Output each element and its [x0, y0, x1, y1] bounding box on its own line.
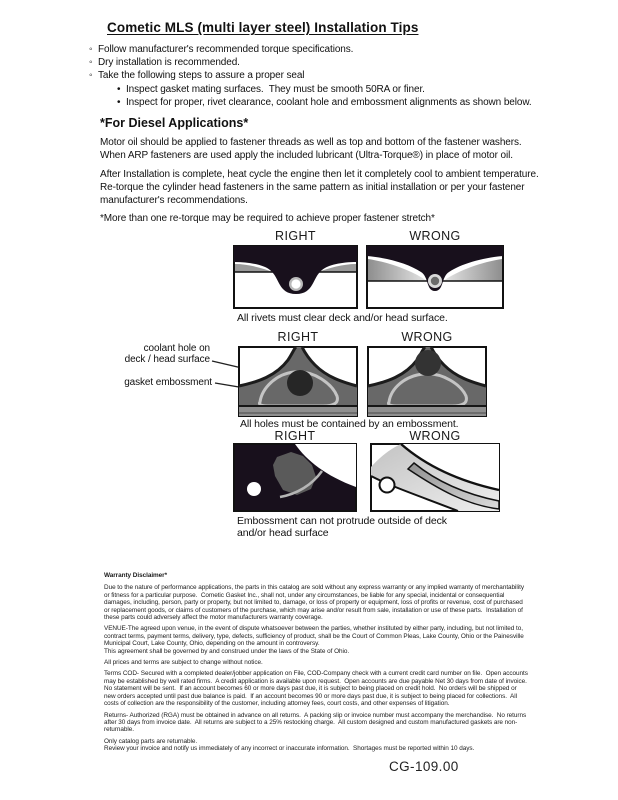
list-item	[89, 69, 559, 82]
tip-text: Inspect gasket mating surfaces. They must be smooth 50RA or finer.	[126, 83, 425, 95]
section-heading: *For Diesel Applications*	[100, 116, 249, 130]
tip-text: Dry installation is recommended.	[98, 57, 240, 69]
wrong-label: WRONG	[409, 229, 461, 243]
warranty-paragraph: Only catalog parts are returnable.	[104, 737, 198, 745]
warranty-paragraph: This agreement shall be governed by and construed under the laws of the State of Ohio.	[104, 647, 350, 655]
list-item	[117, 83, 559, 96]
warranty-paragraph: Review your invoice and notify us immediately of any incorrect or inaccurate information. Shortages must be reported within 10 days.	[104, 745, 475, 753]
diagram-caption	[237, 516, 517, 539]
coolant-right-diagram	[238, 346, 358, 417]
wrong-label: WRONG	[409, 429, 461, 443]
paragraph: After Installation is complete, heat cycle the engine then let it completely cool to ambient temperature. Re-torque the cylinder head fasteners in the same pattern as initial installation or per your fastener manufacturer's recommendations.	[100, 168, 542, 207]
protrusion-wrong-diagram	[370, 443, 500, 512]
paragraph: Motor oil should be applied to fastener threads as well as top and bottom of the fastener washers. When ARP fasteners are used apply the included lubricant (Ultra-Torque®) in place of motor oil.	[100, 137, 525, 162]
diagram-caption: All holes must be contained by an embossment.	[240, 418, 459, 430]
warranty-paragraph: VENUE-The agreed upon venue, in the event of dispute whatsoever between the parties, whether instituted by either party, including, but not limited to, contract terms, payment terms, delivery, type, defects, sufficiency of product, shall be the Court of Common Pleas, Lake County, Ohio or the Painesville Municipal Court, Lake County, Ohio, depending on the amount in controversy.	[104, 625, 526, 648]
warranty-heading: Warranty Disclaimer*	[104, 572, 168, 579]
right-label: RIGHT	[275, 229, 316, 243]
bullet-circle-icon: ◦	[89, 57, 93, 69]
label-line: coolant hole on	[143, 343, 210, 354]
catalog-code: CG-109.00	[389, 759, 459, 774]
gasket-embossment-label: gasket embossment	[124, 377, 212, 388]
warranty-paragraph: All prices and terms are subject to change without notice.	[104, 659, 263, 667]
tip-text: Inspect for proper, rivet clearance, coolant hole and embossment alignments as shown below.	[126, 96, 532, 108]
diesel-applications-section	[100, 117, 542, 230]
list-item	[89, 56, 559, 69]
bullet-dot-icon: •	[117, 83, 121, 95]
protrusion-right-diagram	[233, 443, 357, 512]
page-title: Cometic MLS (multi layer steel) Installation Tips	[107, 20, 419, 35]
right-label: RIGHT	[277, 330, 319, 344]
warranty-paragraph: Due to the nature of performance applications, the parts in this catalog are sold without any express warranty or any implied warranty of merchantability or fitness for a particular purpose. Cometic Gasket Inc., shall not, under any circumstances, be liable for any special, incidental or consequential damages, including, person, party or property, but not limited to, damage, or loss of property or equipment, loss of profits or revenue, cost of purchased or replacement goods, or claims of customers of the purchase, which may arise and/or result from sale, installation or use of these parts. Installation of these parts could adversely affect the motor manufacturers warranty coverage.	[104, 584, 526, 622]
coolant-wrong-diagram	[367, 346, 487, 417]
list-item	[117, 96, 559, 109]
rivet-right-diagram	[233, 245, 358, 309]
warranty-disclaimer	[104, 572, 531, 757]
bullet-circle-icon: ◦	[89, 70, 93, 82]
list-item	[89, 43, 559, 56]
warranty-paragraph: Returns- Authorized (RGA) must be obtained in advance on all returns. A packing slip or invoice number must accompany the merchandise. No returns after 30 days from invoice date. All returns are subject to a 25% restocking charge. All custom designed and custom manufactured gaskets are non-returnable.	[104, 711, 528, 734]
retorque-note: *More than one re-torque may be required to achieve proper fastener stretch*	[100, 213, 435, 225]
caption-line: Embossment can not protrude outside of deck	[237, 515, 447, 527]
diagram-caption: All rivets must clear deck and/or head surface.	[237, 312, 448, 324]
right-label: RIGHT	[274, 429, 316, 443]
warranty-paragraph: Terms COD- Secured with a completed dealer/jobber application on File, COD-Company check with a current credit card number on file. Open accounts may be established by well rated firms. A credit application is available upon request. Open accounts are due payable Net 30 days from date of invoice. No statement will be sent. If an account becomes 60 or more days past due, it is subject to being placed on credit hold. No orders will be shipped or new orders accepted until past due balance is paid. If an account becomes 90 or more days past due, it is subject to being placed for collections. All costs of collection are the responsibility of the customer, including attorney fees, court costs, and other expenses of litigation.	[104, 670, 531, 708]
bullet-dot-icon: •	[117, 96, 121, 108]
bullet-circle-icon: ◦	[89, 44, 93, 55]
caption-line: and/or head surface	[237, 526, 329, 539]
tip-text: Take the following steps to assure a proper seal	[98, 70, 305, 82]
installation-tips-list	[89, 43, 559, 109]
label-line: deck / head surface	[124, 354, 210, 365]
rivet-wrong-diagram	[366, 245, 504, 309]
wrong-label: WRONG	[401, 330, 453, 344]
tip-text: Follow manufacturer's recommended torque specifications.	[98, 44, 354, 55]
